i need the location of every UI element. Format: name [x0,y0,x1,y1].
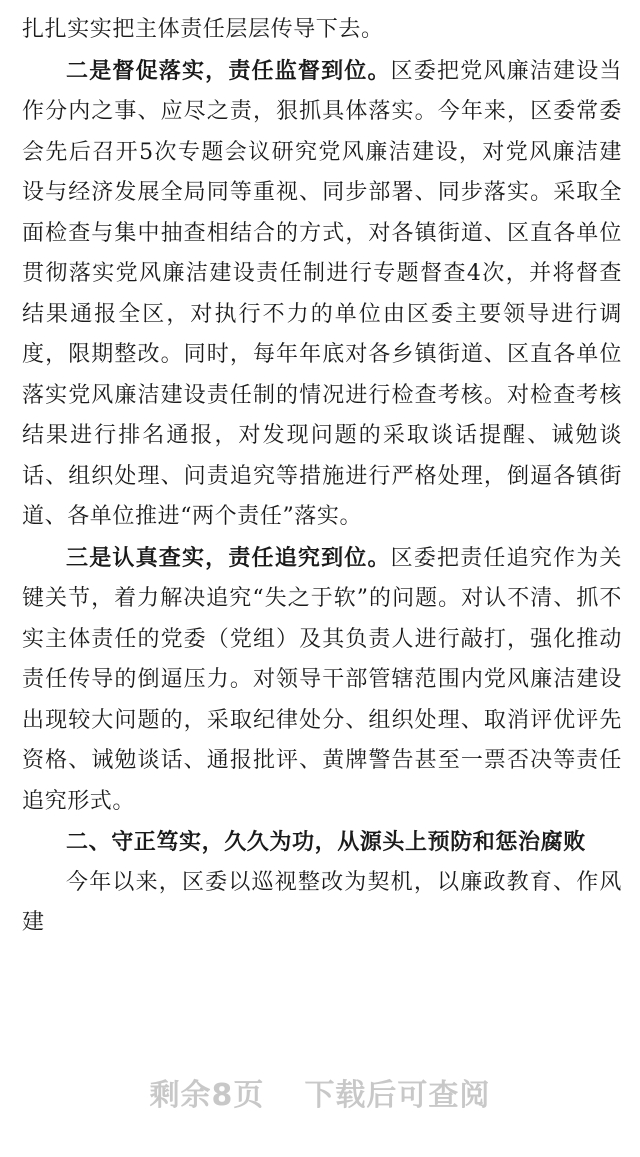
paragraph-text: 区委把责任追究作为关键关节，着力解决追究“失之于软”的问题。对认不清、抓不实主体责任的党委（党组）及其负责人进行敲打，强化推动责任传导的倒逼压力。对领导干部管辖范围内党风廉洁建设出现较大问题的，采取纪律处分、组织处理、取消评优评先资格、诫勉谈话、通报批评、黄牌警告甚至一票否决等责任追究形式。 [22,545,622,814]
section-heading: 二、守正笃实，久久为功，从源头上预防和惩治腐败 [66,829,586,855]
paragraph-text: 今年以来，区委以巡视整改为契机，以廉政教育、作风建 [22,869,622,935]
paragraph-continuation [22,10,622,51]
paragraph-text: 扎扎实实把主体责任层层传导下去。 [22,17,384,42]
paragraph-lead: 二是督促落实，责任监督到位。 [66,57,391,84]
paragraph-lead: 三是认真查实，责任追究到位。 [66,544,391,571]
paragraph-intro [22,863,622,944]
paragraph-supervision [22,51,622,538]
remaining-pages-label: 剩余8页 [149,1078,265,1113]
download-hint-label: 下载后可查阅 [304,1078,491,1113]
document-body [22,10,622,944]
paragraph-text: 区委把党风廉洁建设当作分内之事、应尽之责，狠抓具体落实。今年来，区委常委会先后召开5次专题会议研究党风廉洁建设，对党风廉洁建设与经济发展全局同等重视、同步部署、同步落实。采取全面检查与集中抽查相结合的方式，对各镇街道、区直各单位贯彻落实党风廉洁建设责任制进行专题督查4次，并将督查结果通报全区，对执行不力的单位由区委主要领导进行调度，限期整改。同时，每年年底对各乡镇街道、区直各单位落实党风廉洁建设责任制的情况进行检查考核。对检查考核结果进行排名通报，对发现问题的采取谈话提醒、诫勉谈话、组织处理、问责追究等措施进行严格处理，倒逼各镇街道、各单位推进“两个责任”落实。 [22,58,622,529]
paragraph-accountability [22,538,622,823]
download-watermark [0,1070,640,1114]
